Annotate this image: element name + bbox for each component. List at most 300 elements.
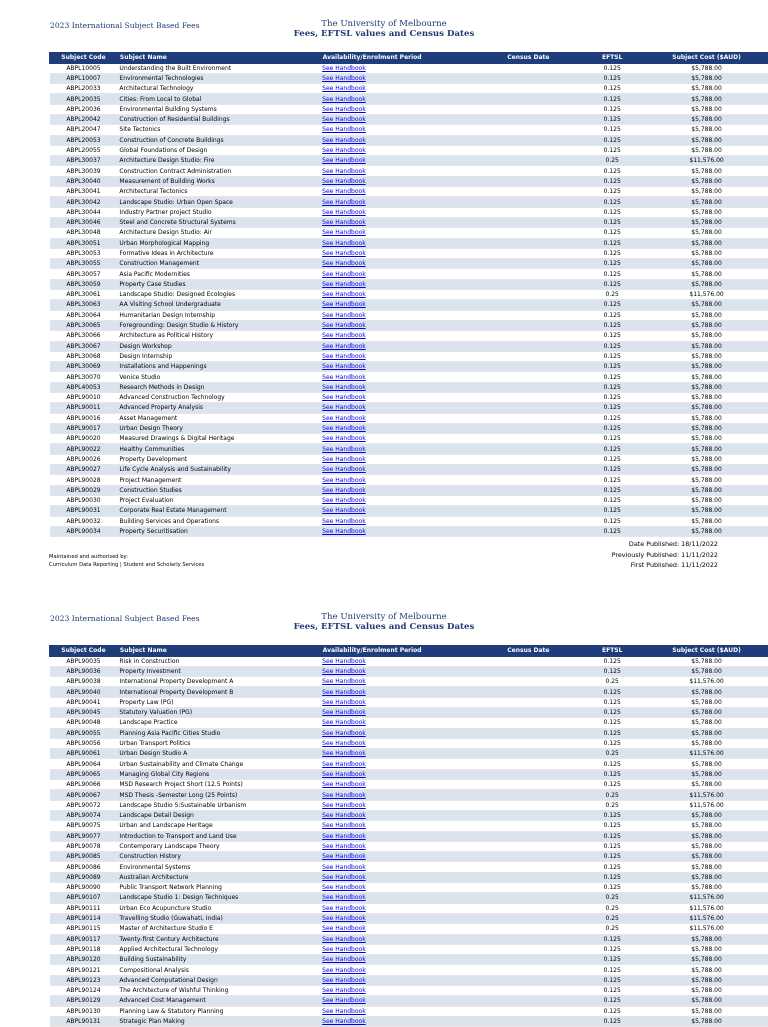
table-row — [50, 248, 768, 258]
census-date-cell — [478, 125, 579, 135]
subject-cost-cell: $5,788.00 — [646, 965, 768, 975]
subject-code-cell: ABPL30042 — [50, 197, 118, 207]
census-date-cell — [478, 955, 579, 965]
table-row — [50, 810, 768, 820]
handbook-link[interactable]: See Handbook — [320, 526, 478, 536]
census-date-cell — [478, 821, 579, 831]
subject-cost-cell: $11,576.00 — [646, 790, 768, 800]
subject-cost-cell: $5,788.00 — [646, 279, 768, 289]
census-date-cell — [478, 780, 579, 790]
handbook-link[interactable]: See Handbook — [320, 362, 478, 372]
handbook-link[interactable]: See Handbook — [320, 269, 478, 279]
handbook-link[interactable]: See Handbook — [320, 852, 478, 862]
census-date-cell — [478, 207, 579, 217]
subject-name-cell: Design Workshop — [117, 341, 320, 351]
census-date-cell — [478, 790, 579, 800]
eftsl-cell: 0.125 — [579, 718, 646, 728]
census-date-cell — [478, 362, 579, 372]
census-date-cell — [478, 248, 579, 258]
subject-code-cell: ABPL20035 — [50, 94, 118, 104]
table-row — [50, 955, 768, 965]
subject-name-cell: Travelling Studio (Guwahati, India) — [117, 913, 320, 923]
handbook-link[interactable]: See Handbook — [320, 903, 478, 913]
handbook-link[interactable]: See Handbook — [320, 718, 478, 728]
handbook-link[interactable]: See Handbook — [320, 372, 478, 382]
table-row — [50, 986, 768, 996]
subject-cost-cell: $5,788.00 — [646, 145, 768, 155]
table-row — [50, 677, 768, 687]
handbook-link[interactable]: See Handbook — [320, 996, 478, 1006]
handbook-link[interactable]: See Handbook — [320, 145, 478, 155]
doc-subtitle: Fees, EFTSL values and Census Dates — [293, 622, 475, 632]
handbook-link[interactable]: See Handbook — [320, 759, 478, 769]
handbook-link[interactable]: See Handbook — [320, 197, 478, 207]
subject-code-cell: ABPL20036 — [50, 104, 118, 114]
handbook-link[interactable]: See Handbook — [320, 73, 478, 83]
eftsl-cell: 0.125 — [579, 666, 646, 676]
census-date-cell — [478, 810, 579, 820]
subject-name-cell: Applied Architectural Technology — [117, 944, 320, 954]
subject-cost-cell: $5,788.00 — [646, 114, 768, 124]
table-body — [50, 656, 768, 1027]
subject-cost-cell: $5,788.00 — [646, 975, 768, 985]
subject-code-cell: ABPL90075 — [50, 821, 118, 831]
handbook-link[interactable]: See Handbook — [320, 780, 478, 790]
subject-cost-cell: $5,788.00 — [646, 1006, 768, 1016]
census-date-cell — [478, 975, 579, 985]
subject-name-cell: Property Investment — [117, 666, 320, 676]
handbook-link[interactable]: See Handbook — [320, 125, 478, 135]
census-date-cell — [478, 718, 579, 728]
table-row — [50, 166, 768, 176]
subject-name-cell: Urban Transport Politics — [117, 738, 320, 748]
subject-cost-cell: $5,788.00 — [646, 423, 768, 433]
subject-name-cell: Design Internship — [117, 351, 320, 361]
subject-cost-cell: $5,788.00 — [646, 780, 768, 790]
census-date-cell — [478, 320, 579, 330]
census-date-cell — [478, 300, 579, 310]
handbook-link[interactable]: See Handbook — [320, 465, 478, 475]
census-date-cell — [478, 526, 579, 536]
census-date-cell — [478, 331, 579, 341]
handbook-link[interactable]: See Handbook — [320, 135, 478, 145]
handbook-link[interactable]: See Handbook — [320, 84, 478, 94]
col-census-date: Census Date — [478, 53, 579, 64]
subject-cost-cell: $5,788.00 — [646, 238, 768, 248]
subject-cost-cell: $11,576.00 — [646, 156, 768, 166]
table-row — [50, 341, 768, 351]
table-row — [50, 526, 768, 536]
handbook-link[interactable]: See Handbook — [320, 841, 478, 851]
subject-code-cell: ABPL90040 — [50, 687, 118, 697]
subject-cost-cell: $5,788.00 — [646, 382, 768, 392]
subject-name-cell: AA Visiting School Undergraduate — [117, 300, 320, 310]
subject-cost-cell: $5,788.00 — [646, 841, 768, 851]
eftsl-cell: 0.25 — [579, 749, 646, 759]
subject-cost-cell: $5,788.00 — [646, 197, 768, 207]
subject-cost-cell: $5,788.00 — [646, 187, 768, 197]
handbook-link[interactable]: See Handbook — [320, 924, 478, 934]
eftsl-cell: 0.125 — [579, 759, 646, 769]
subject-name-cell: Advanced Construction Technology — [117, 393, 320, 403]
col-census-date: Census Date — [478, 646, 579, 657]
table-row — [50, 135, 768, 145]
subject-code-cell: ABPL30068 — [50, 351, 118, 361]
table-row — [50, 454, 768, 464]
handbook-link[interactable]: See Handbook — [320, 687, 478, 697]
handbook-link[interactable]: See Handbook — [320, 965, 478, 975]
census-date-cell — [478, 697, 579, 707]
subject-code-cell: ABPL90036 — [50, 666, 118, 676]
eftsl-cell: 0.125 — [579, 269, 646, 279]
subject-code-cell: ABPL20047 — [50, 125, 118, 135]
subject-code-cell: ABPL30070 — [50, 372, 118, 382]
census-date-cell — [478, 1016, 579, 1026]
handbook-link[interactable]: See Handbook — [320, 217, 478, 227]
subject-name-cell: Measurement of Building Works — [117, 176, 320, 186]
subject-code-cell: ABPL90055 — [50, 728, 118, 738]
eftsl-cell: 0.125 — [579, 434, 646, 444]
handbook-link[interactable]: See Handbook — [320, 677, 478, 687]
doc-subtitle: Fees, EFTSL values and Census Dates — [293, 29, 475, 39]
census-date-cell — [478, 454, 579, 464]
table-row — [50, 707, 768, 717]
table-row — [50, 393, 768, 403]
eftsl-cell: 0.125 — [579, 187, 646, 197]
eftsl-cell: 0.125 — [579, 63, 646, 73]
handbook-link[interactable]: See Handbook — [320, 986, 478, 996]
census-date-cell — [478, 197, 579, 207]
subject-code-cell: ABPL90064 — [50, 759, 118, 769]
handbook-link[interactable]: See Handbook — [320, 434, 478, 444]
subject-name-cell: Property Law (PG) — [117, 697, 320, 707]
table-row — [50, 114, 768, 124]
census-date-cell — [478, 841, 579, 851]
subject-cost-cell: $5,788.00 — [646, 697, 768, 707]
table-header-row — [50, 646, 768, 657]
handbook-link[interactable]: See Handbook — [320, 872, 478, 882]
table-row — [50, 872, 768, 882]
handbook-link[interactable]: See Handbook — [320, 259, 478, 269]
handbook-link[interactable]: See Handbook — [320, 913, 478, 923]
handbook-link[interactable]: See Handbook — [320, 290, 478, 300]
subject-code-cell: ABPL90107 — [50, 893, 118, 903]
handbook-link[interactable]: See Handbook — [320, 228, 478, 238]
census-date-cell — [478, 63, 579, 73]
subject-cost-cell: $5,788.00 — [646, 934, 768, 944]
subject-cost-cell: $5,788.00 — [646, 955, 768, 965]
subject-cost-cell: $11,576.00 — [646, 800, 768, 810]
handbook-link[interactable]: See Handbook — [320, 176, 478, 186]
subject-code-cell: ABPL90131 — [50, 1016, 118, 1026]
subject-code-cell: ABPL90074 — [50, 810, 118, 820]
census-date-cell — [478, 677, 579, 687]
eftsl-cell: 0.125 — [579, 934, 646, 944]
subject-name-cell: Urban Sustainability and Climate Change — [117, 759, 320, 769]
table-row — [50, 279, 768, 289]
eftsl-cell: 0.25 — [579, 790, 646, 800]
col-subject-code: Subject Code — [50, 53, 118, 64]
eftsl-cell: 0.125 — [579, 454, 646, 464]
doc-left-title: 2023 International Subject Based Fees — [50, 614, 200, 623]
subject-name-cell: Asset Management — [117, 413, 320, 423]
census-date-cell — [478, 176, 579, 186]
handbook-link[interactable]: See Handbook — [320, 485, 478, 495]
subject-name-cell: Planning Asia Pacific Cities Studio — [117, 728, 320, 738]
handbook-link[interactable]: See Handbook — [320, 382, 478, 392]
subject-cost-cell: $5,788.00 — [646, 341, 768, 351]
handbook-link[interactable]: See Handbook — [320, 166, 478, 176]
census-date-cell — [478, 166, 579, 176]
eftsl-cell: 0.125 — [579, 259, 646, 269]
handbook-link[interactable]: See Handbook — [320, 413, 478, 423]
footer-dates — [612, 539, 718, 571]
census-date-cell — [478, 800, 579, 810]
subject-name-cell: Understanding the Built Environment — [117, 63, 320, 73]
handbook-link[interactable]: See Handbook — [320, 944, 478, 954]
subject-name-cell: Risk in Construction — [117, 656, 320, 666]
handbook-link[interactable]: See Handbook — [320, 454, 478, 464]
table-row — [50, 362, 768, 372]
table-row — [50, 331, 768, 341]
subject-name-cell: Environmental Systems — [117, 862, 320, 872]
census-date-cell — [478, 495, 579, 505]
census-date-cell — [478, 934, 579, 944]
subject-name-cell: Urban Design Studio A — [117, 749, 320, 759]
table-row — [50, 913, 768, 923]
handbook-link[interactable]: See Handbook — [320, 1006, 478, 1016]
handbook-link[interactable]: See Handbook — [320, 248, 478, 258]
handbook-link[interactable]: See Handbook — [320, 707, 478, 717]
subject-code-cell: ABPL10007 — [50, 73, 118, 83]
subject-code-cell: ABPL30039 — [50, 166, 118, 176]
table-row — [50, 965, 768, 975]
table-row — [50, 697, 768, 707]
handbook-link[interactable]: See Handbook — [320, 475, 478, 485]
handbook-link[interactable]: See Handbook — [320, 790, 478, 800]
handbook-link[interactable]: See Handbook — [320, 310, 478, 320]
handbook-link[interactable]: See Handbook — [320, 238, 478, 248]
eftsl-cell: 0.125 — [579, 444, 646, 454]
col-availability: Availability/Enrolment Period — [320, 53, 478, 64]
census-date-cell — [478, 738, 579, 748]
census-date-cell — [478, 341, 579, 351]
eftsl-cell: 0.125 — [579, 393, 646, 403]
subject-code-cell: ABPL30059 — [50, 279, 118, 289]
subject-code-cell: ABPL90117 — [50, 934, 118, 944]
table-row — [50, 852, 768, 862]
handbook-link[interactable]: See Handbook — [320, 320, 478, 330]
subject-name-cell: Construction of Concrete Buildings — [117, 135, 320, 145]
subject-name-cell: Humanitarian Design Internship — [117, 310, 320, 320]
handbook-link[interactable]: See Handbook — [320, 1016, 478, 1026]
subject-code-cell: ABPL90130 — [50, 1006, 118, 1016]
maintained-label: Maintained and authorised by: — [49, 554, 128, 560]
eftsl-cell: 0.125 — [579, 1016, 646, 1026]
subject-cost-cell: $5,788.00 — [646, 831, 768, 841]
subject-code-cell: ABPL90067 — [50, 790, 118, 800]
handbook-link[interactable]: See Handbook — [320, 666, 478, 676]
handbook-link[interactable]: See Handbook — [320, 831, 478, 841]
table-row — [50, 228, 768, 238]
subject-cost-cell: $5,788.00 — [646, 351, 768, 361]
subject-code-cell: ABPL90031 — [50, 506, 118, 516]
census-date-cell — [478, 749, 579, 759]
handbook-link[interactable]: See Handbook — [320, 769, 478, 779]
handbook-link[interactable]: See Handbook — [320, 331, 478, 341]
census-date-cell — [478, 996, 579, 1006]
handbook-link[interactable]: See Handbook — [320, 810, 478, 820]
table-row — [50, 516, 768, 526]
eftsl-cell: 0.125 — [579, 403, 646, 413]
fees-table — [49, 645, 768, 1027]
handbook-link[interactable]: See Handbook — [320, 104, 478, 114]
subject-name-cell: MSD Research Project Short (12.5 Points) — [117, 780, 320, 790]
handbook-link[interactable]: See Handbook — [320, 516, 478, 526]
census-date-cell — [478, 475, 579, 485]
col-eftsl: EFTSL — [579, 646, 646, 657]
handbook-link[interactable]: See Handbook — [320, 351, 478, 361]
subject-cost-cell: $5,788.00 — [646, 738, 768, 748]
eftsl-cell: 0.125 — [579, 104, 646, 114]
census-date-cell — [478, 217, 579, 227]
census-date-cell — [478, 903, 579, 913]
subject-name-cell: International Property Development A — [117, 677, 320, 687]
subject-name-cell: Advanced Property Analysis — [117, 403, 320, 413]
handbook-link[interactable]: See Handbook — [320, 728, 478, 738]
subject-name-cell: Compositional Analysis — [117, 965, 320, 975]
subject-code-cell: ABPL90030 — [50, 495, 118, 505]
handbook-link[interactable]: See Handbook — [320, 883, 478, 893]
handbook-link[interactable]: See Handbook — [320, 893, 478, 903]
handbook-link[interactable]: See Handbook — [320, 114, 478, 124]
subject-code-cell: ABPL90020 — [50, 434, 118, 444]
handbook-link[interactable]: See Handbook — [320, 862, 478, 872]
subject-cost-cell: $5,788.00 — [646, 403, 768, 413]
eftsl-cell: 0.125 — [579, 1006, 646, 1016]
eftsl-cell: 0.125 — [579, 362, 646, 372]
subject-cost-cell: $5,788.00 — [646, 465, 768, 475]
subject-code-cell: ABPL30044 — [50, 207, 118, 217]
table-row — [50, 831, 768, 841]
handbook-link[interactable]: See Handbook — [320, 279, 478, 289]
subject-code-cell: ABPL90072 — [50, 800, 118, 810]
subject-name-cell: Planning Law & Statutory Planning — [117, 1006, 320, 1016]
handbook-link[interactable]: See Handbook — [320, 156, 478, 166]
handbook-link[interactable]: See Handbook — [320, 656, 478, 666]
handbook-link[interactable]: See Handbook — [320, 934, 478, 944]
handbook-link[interactable]: See Handbook — [320, 63, 478, 73]
eftsl-cell: 0.125 — [579, 475, 646, 485]
subject-name-cell: Architecture Design Studio: Fire — [117, 156, 320, 166]
subject-code-cell: ABPL10005 — [50, 63, 118, 73]
subject-cost-cell: $11,576.00 — [646, 893, 768, 903]
handbook-link[interactable]: See Handbook — [320, 187, 478, 197]
handbook-link[interactable]: See Handbook — [320, 341, 478, 351]
subject-name-cell: Steel and Concrete Structural Systems — [117, 217, 320, 227]
eftsl-cell: 0.125 — [579, 955, 646, 965]
census-date-cell — [478, 707, 579, 717]
handbook-link[interactable]: See Handbook — [320, 738, 478, 748]
handbook-link[interactable]: See Handbook — [320, 821, 478, 831]
date-published: Date Published: 18/11/2022 — [628, 540, 718, 548]
handbook-link[interactable]: See Handbook — [320, 975, 478, 985]
handbook-link[interactable]: See Handbook — [320, 403, 478, 413]
subject-name-cell: Public Transport Network Planning — [117, 883, 320, 893]
handbook-link[interactable]: See Handbook — [320, 423, 478, 433]
table-row — [50, 63, 768, 73]
handbook-link[interactable]: See Handbook — [320, 300, 478, 310]
census-date-cell — [478, 1006, 579, 1016]
subject-code-cell: ABPL90121 — [50, 965, 118, 975]
subject-cost-cell: $5,788.00 — [646, 228, 768, 238]
handbook-link[interactable]: See Handbook — [320, 506, 478, 516]
eftsl-cell: 0.125 — [579, 944, 646, 954]
table-row — [50, 475, 768, 485]
subject-name-cell: Twenty-first Century Architecture — [117, 934, 320, 944]
subject-code-cell: ABPL90017 — [50, 423, 118, 433]
subject-cost-cell: $5,788.00 — [646, 393, 768, 403]
handbook-link[interactable]: See Handbook — [320, 800, 478, 810]
subject-code-cell: ABPL40053 — [50, 382, 118, 392]
census-date-cell — [478, 924, 579, 934]
subject-name-cell: Industry Partner project Studio — [117, 207, 320, 217]
subject-name-cell: International Property Development B — [117, 687, 320, 697]
handbook-link[interactable]: See Handbook — [320, 749, 478, 759]
subject-cost-cell: $5,788.00 — [646, 300, 768, 310]
eftsl-cell: 0.125 — [579, 883, 646, 893]
subject-name-cell: Australian Architecture — [117, 872, 320, 882]
subject-code-cell: ABPL90123 — [50, 975, 118, 985]
table-row — [50, 883, 768, 893]
eftsl-cell: 0.25 — [579, 903, 646, 913]
fees-table — [49, 52, 768, 537]
census-date-cell — [478, 104, 579, 114]
subject-name-cell: Architecture as Political History — [117, 331, 320, 341]
handbook-link[interactable]: See Handbook — [320, 207, 478, 217]
eftsl-cell: 0.125 — [579, 965, 646, 975]
subject-code-cell: ABPL90056 — [50, 738, 118, 748]
subject-name-cell: Building Sustainability — [117, 955, 320, 965]
subject-name-cell: Landscape Studio 5:Sustainable Urbanism — [117, 800, 320, 810]
eftsl-cell: 0.125 — [579, 217, 646, 227]
handbook-link[interactable]: See Handbook — [320, 393, 478, 403]
handbook-link[interactable]: See Handbook — [320, 444, 478, 454]
handbook-link[interactable]: See Handbook — [320, 697, 478, 707]
census-date-cell — [478, 913, 579, 923]
subject-name-cell: Global Foundations of Design — [117, 145, 320, 155]
eftsl-cell: 0.125 — [579, 145, 646, 155]
subject-name-cell: Landscape Studio: Urban Open Space — [117, 197, 320, 207]
subject-code-cell: ABPL90011 — [50, 403, 118, 413]
subject-cost-cell: $11,576.00 — [646, 924, 768, 934]
subject-name-cell: Contemporary Landscape Theory — [117, 841, 320, 851]
subject-name-cell: Asia Pacific Modernities — [117, 269, 320, 279]
subject-code-cell: ABPL90114 — [50, 913, 118, 923]
census-date-cell — [478, 382, 579, 392]
subject-code-cell: ABPL90111 — [50, 903, 118, 913]
table-row — [50, 217, 768, 227]
handbook-link[interactable]: See Handbook — [320, 955, 478, 965]
doc-left-title: 2023 International Subject Based Fees — [50, 21, 200, 30]
handbook-link[interactable]: See Handbook — [320, 495, 478, 505]
table-row — [50, 104, 768, 114]
table-row — [50, 749, 768, 759]
census-date-cell — [478, 145, 579, 155]
table-row — [50, 975, 768, 985]
handbook-link[interactable]: See Handbook — [320, 94, 478, 104]
table-row — [50, 423, 768, 433]
